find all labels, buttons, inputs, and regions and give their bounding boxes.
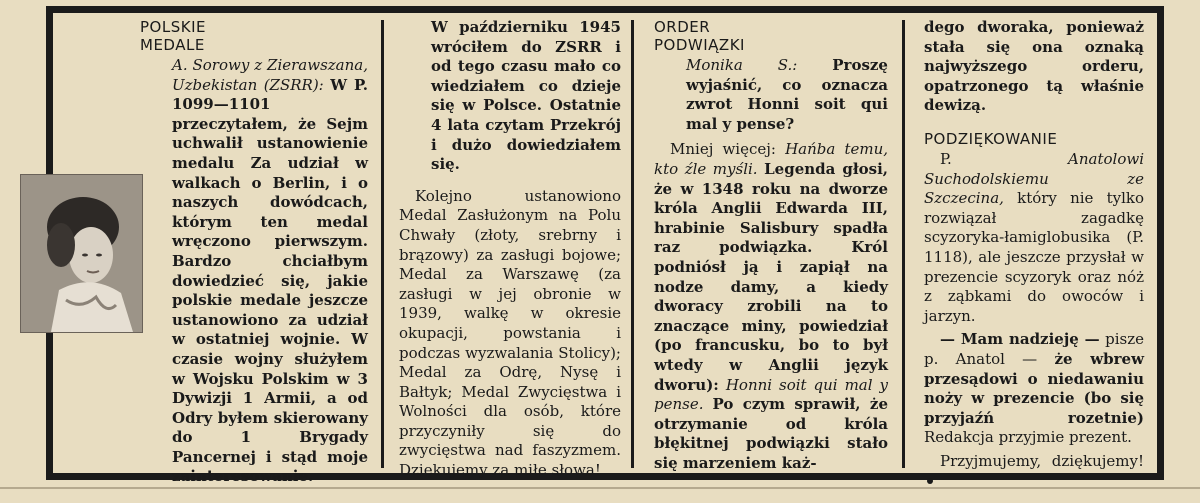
section-heading: PODZIĘKOWANIE <box>924 129 1058 148</box>
heading-line: ORDER <box>654 18 711 36</box>
quote-bold-2: że wbrew przesądowi o niedawaniu noży w prezencie (bo się przyjaźń rozetnie) <box>924 349 1144 427</box>
portrait-illustration <box>21 175 142 332</box>
column-separator <box>631 20 634 468</box>
heading-line: MEDALE <box>140 36 205 54</box>
section-heading <box>140 18 368 54</box>
letter-continuation: W październiku 1945 wróciłem do ZSRR i od tego czasu mało co wiedziałem co dzieje się w Polsce. Ostatnie 4 lata czytam Przekrój i dużo dowiedziałem się. <box>431 18 621 174</box>
thanks-name: Anatolowi Suchodolskiemu ze Szczecina, <box>924 149 1144 208</box>
editor-answer: Kolejno ustanowiono Medal Zasłużonym na Polu Chwały (złoty, srebrny i brązowy) za zasługi bojowe; Medal za Warszawę (za zasługi w jej obronie w 1939, walkę w okresie okupacji, powstania i podczas wyzwalania Stolicy); Medal za Odrę, Nysę i Bałtyk; Medal Zwycięstwa i Wolności dla osób, które przyczyniły się do zwycięstwa nad faszyzmem. Dziękujemy za miłe słowa! <box>399 186 621 480</box>
letter-question: Proszę wyjaśnić, co oznacza zwrot Honni soit qui mal y pense? <box>686 56 888 133</box>
column-podziekowanie <box>924 18 1144 491</box>
thanks-intro: P. <box>940 149 952 168</box>
answer-quote: Honni soit qui mal y pense. <box>654 375 888 414</box>
column-order-podwiazki <box>654 18 888 473</box>
quote-mid: pisze p. Anatol — <box>924 330 1144 368</box>
letter-author: A. Sorowy z Zierawszana, Uzbekistan (ZSRR): <box>172 56 368 94</box>
thanks-paragraph <box>924 150 1144 326</box>
letter-body: W P. 1099—1101 przeczytałem, że Sejm uchwalił ustanowienie medalu Za udział w walkach o Berlin, i o naszych dowódcach, którym ten medal wręczono pierwszym. Bardzo chciałbym dowiedzieć się, jakie polskie medale jeszcze ustanowiono za udział w ostatniej wojnie. W czasie wojny służyłem w Wojsku Polskim w 3 Dywizji 1 Armii, a od Odry byłem skierowany do 1 Brygady Pancernej i stąd moje zainteresowanie. <box>172 75 368 486</box>
answer-end: Po czym sprawił, że otrzymanie od króla błękitnej podwiązki stało się marzeniem każ- <box>654 395 888 472</box>
heading-line: PODWIĄZKI <box>654 36 745 54</box>
closing-paragraph <box>924 452 1144 491</box>
letter-paragraph <box>140 56 368 487</box>
thanks-body: który nie tylko rozwiązał zagadkę scyzoryka-łamiglobusika (P. 1118), ale jeszcze przysłał w prezencie scyzoryk oraz nóż z ząbkami do owoców i jarzyn. <box>924 189 1144 325</box>
letter-author: Monika S.: <box>686 56 798 74</box>
editor-answer <box>654 140 888 473</box>
column-separator <box>381 20 384 468</box>
quote-paragraph <box>924 330 1144 448</box>
column-separator <box>902 20 905 468</box>
quote-end: Redakcja przyjmie prezent. <box>924 428 1132 447</box>
quote-bold: — Mam nadzieję — <box>940 330 1100 349</box>
answer-body: Legenda głosi, że w 1348 roku na dworze króla Anglii Edwarda III, hrabinie Salisbury spadła raz podwiązka. Król podniósł ją i zapiął na nodze damy, a kiedy dworacy zrobili na to znaczące miny, powiedział (po francusku, bo to był wtedy w Anglii język dworu): <box>654 159 888 394</box>
column-polskie-medale <box>140 18 368 487</box>
reader-portrait-photo <box>20 174 143 333</box>
letter-paragraph <box>654 56 888 134</box>
answer-continuation: dego dworaka, ponieważ stała się ona oznaką najwyższego orderu, opatrzonego tą właśnie dewizą. <box>924 18 1144 115</box>
column-medal-answer <box>399 18 621 481</box>
answer-lead: Mniej więcej: <box>670 140 776 159</box>
section-heading <box>654 18 888 54</box>
end-bullet-icon <box>927 478 933 484</box>
heading-line: POLSKIE <box>140 18 206 36</box>
closing-text: Przyjmujemy, dziękujemy! <box>940 451 1144 470</box>
answer-motto: Hańba temu, kto źle myśli. <box>654 140 888 178</box>
